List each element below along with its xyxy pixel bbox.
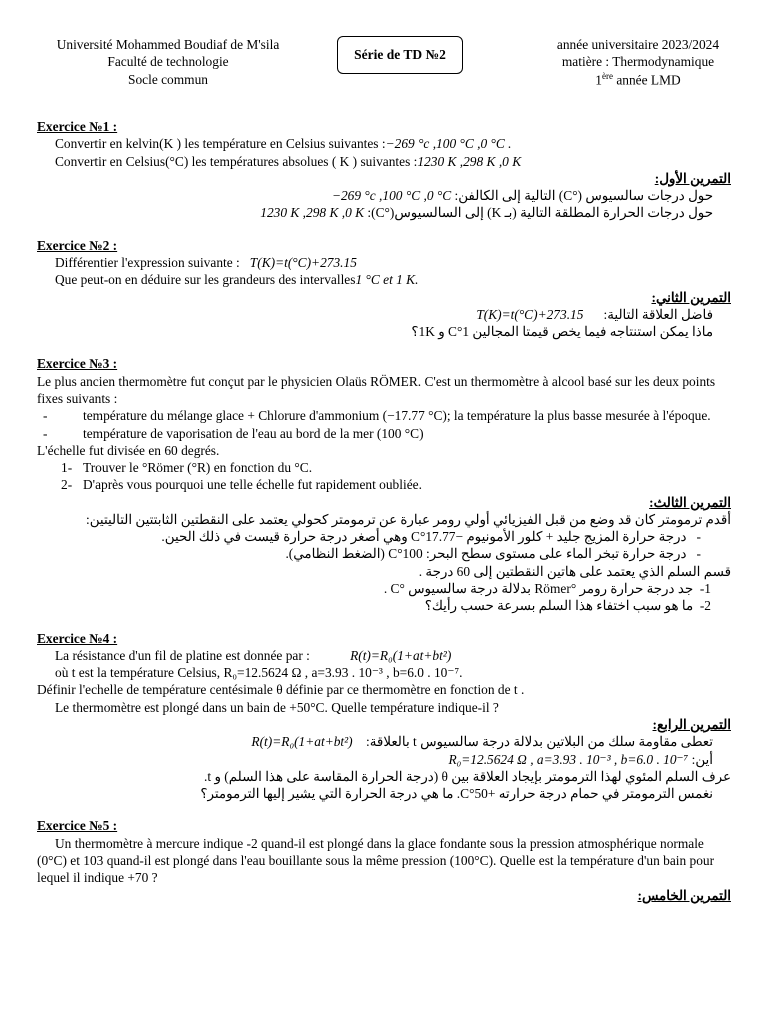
series-title: Série de TD №2 xyxy=(354,47,446,63)
exercise-1-arabic-title: التمرين الأول: xyxy=(654,170,731,186)
header-institution xyxy=(37,36,299,88)
exercise-1-arabic-line-1: حول درجات سالسيوس (°C) التالية إلى الكالفن: −269 °c ,100 °C ,0 °C xyxy=(331,188,713,204)
academic-year: année universitaire 2023/2024 xyxy=(556,37,720,52)
exercise-4-arabic-line-2: أين: R₀=12.5624 Ω , a=3.93 . 10⁻³ , b=6.0 . 10⁻⁷ xyxy=(448,751,713,767)
socle-label: Socle commun xyxy=(128,71,208,87)
subject: matière : Thermodynamique xyxy=(561,54,715,70)
exercise-1 xyxy=(37,118,731,222)
exercise-4-arabic-line-4: نغمس الترمومتر في حمام درجة حرارته +50°C. ما هي درجة الحرارة التي يشير إليها الترمومتر؟ xyxy=(200,786,713,802)
university-name: Université Mohammed Boudiaf de M'sila xyxy=(56,37,280,52)
exercise-4-line-1: La résistance d'un fil de platine est donnée par : R(t)=R₀(1+at+bt²) xyxy=(55,647,452,663)
faculty-name: Faculté de technologie xyxy=(107,54,229,70)
exercise-4-line-4: Le thermomètre est plongé dans un bain de +50°C. Quelle température indique-il ? xyxy=(55,699,499,715)
exercise-5-text: Un thermomètre à mercure indique -2 quand-il est plongé dans la glace fondante sous la pression atmosphérique normale (0°C) et 103 quand-il est plongé dans l'eau bouillante sous la même pression (100°C). Quelle est la température d'un bain pour lequel il indique +70 ? xyxy=(37,835,715,886)
exercise-3-bullet-2: - température de vaporisation de l'eau au bord de la mer (100 °C) xyxy=(43,425,424,441)
exercise-4-arabic-line-1: تعطى مقاومة سلك من البلاتين بدلالة درجة سالسيوس t بالعلاقة: R(t)=R₀(1+at+bt²) xyxy=(251,734,713,750)
exercise-1-title: Exercice №1 : xyxy=(37,119,118,134)
exercise-1-line-1: Convertir en kelvin(K ) les température en Celsius suivantes :−269 °c ,100 °C ,0 °C . xyxy=(55,136,512,152)
exercise-4-arabic-line-3: عرف السلم المئوي لهذا الترمومتر بإيجاد العلاقة بين θ (درجة الحرارة المقاسة على هذا السلم) و t. xyxy=(204,768,731,784)
header-course-info xyxy=(528,36,748,88)
exercise-2-arabic-line-2: ماذا يمكن استنتاجه فيما يخص قيمتا المجالين 1°C و 1K؟ xyxy=(411,324,713,340)
exercise-4-line-3: Définir l'echelle de température centésimale θ définie par ce thermomètre en fonction de t . xyxy=(37,682,525,698)
exercise-2-title: Exercice №2 : xyxy=(37,237,118,253)
exercise-3-title: Exercice №3 : xyxy=(37,356,118,372)
exercise-4-line-2: où t est la température Celsius, R₀=12.5624 Ω , a=3.93 . 10⁻³ , b=6.0 . 10⁻⁷. xyxy=(55,665,463,681)
exercise-3 xyxy=(37,355,731,614)
level: 1ère année LMD xyxy=(595,70,681,88)
exercise-3-intro: Le plus ancien thermomètre fut conçut par le physicien Olaüs RÖMER. C'est un thermomètre à alcool basé sur les deux points fixes suivants : xyxy=(37,373,716,406)
exercise-3-arabic-bullet-1: - درجة حرارة المزيج جليد + كلور الأمونيوم −17.77°C وهي أصغر درجة حرارة قيست في ذلك الحين. xyxy=(161,529,701,545)
exercise-3-arabic-title: التمرين الثالث: xyxy=(649,494,731,510)
exercise-3-question-1: 1- Trouver le °Römer (°R) en fonction du °C. xyxy=(61,460,313,476)
exercise-5-arabic-title: التمرين الخامس: xyxy=(637,887,731,903)
exercise-3-arabic-scale: قسم السلم الذي يعتمد على هاتين النقطتين إلى 60 درجة . xyxy=(418,563,731,579)
exercise-3-arabic-question-1: 1- جد درجة حرارة رومر °Römer بدلالة درجة سالسيوس °C . xyxy=(383,581,711,597)
exercise-4-arabic-title: التمرين الرابع: xyxy=(652,717,731,732)
exercise-3-arabic-bullet-2: - درجة حرارة تبخر الماء على مستوى سطح البحر: 100°C (الضغط النظامي). xyxy=(285,546,701,562)
exercise-2-arabic-line-1: فاضل العلاقة التالية: T(K)=t(°C)+273.15 xyxy=(476,306,713,322)
exercise-1-line-2: Convertir en Celsius(°C) les températures absolues ( K ) suivantes :1230 K ,298 K ,0 K xyxy=(55,153,522,169)
exercise-5-title: Exercice №5 : xyxy=(37,818,118,834)
exercise-2-arabic-title: التمرين الثاني: xyxy=(651,289,731,305)
exercise-2 xyxy=(37,237,731,341)
exercise-3-arabic-intro: أقدم ترمومتر كان قد وضع من قبل الفيزيائي أولي رومر عبارة عن ترمومتر كحولي يعتمد على النقطتين الثابتتين التاليتين: xyxy=(86,511,731,527)
document-body xyxy=(37,118,731,904)
exercise-3-question-2: 2- D'après vous pourquoi une telle échelle fut rapidement oubliée. xyxy=(61,477,422,493)
exercise-3-scale: L'échelle fut divisée en 60 degrés. xyxy=(37,442,220,458)
exercise-3-bullet-1: - température du mélange glace + Chlorure d'ammonium (−17.77 °C); la température la plus basse mesurée à l'époque. xyxy=(43,408,711,424)
exercise-1-arabic-line-2: حول درجات الحرارة المطلقة التالية (بـ K) إلى السالسيوس(°C): 1230 K ,298 K ,0 K xyxy=(260,205,713,221)
exercise-2-line-2: Que peut-on en déduire sur les grandeurs des intervalles1 °C et 1 K. xyxy=(55,272,419,288)
exercise-4-title: Exercice №4 : xyxy=(37,630,118,646)
exercise-3-arabic-question-2: 2- ما هو سبب اختفاء هذا السلم بسرعة حسب رأيك؟ xyxy=(424,598,711,614)
exercise-5 xyxy=(37,817,731,903)
exercise-2-line-1: Différentier l'expression suivante : T(K)=t(°C)+273.15 xyxy=(55,254,357,270)
series-title-box xyxy=(337,36,463,74)
exercise-4 xyxy=(37,630,731,803)
